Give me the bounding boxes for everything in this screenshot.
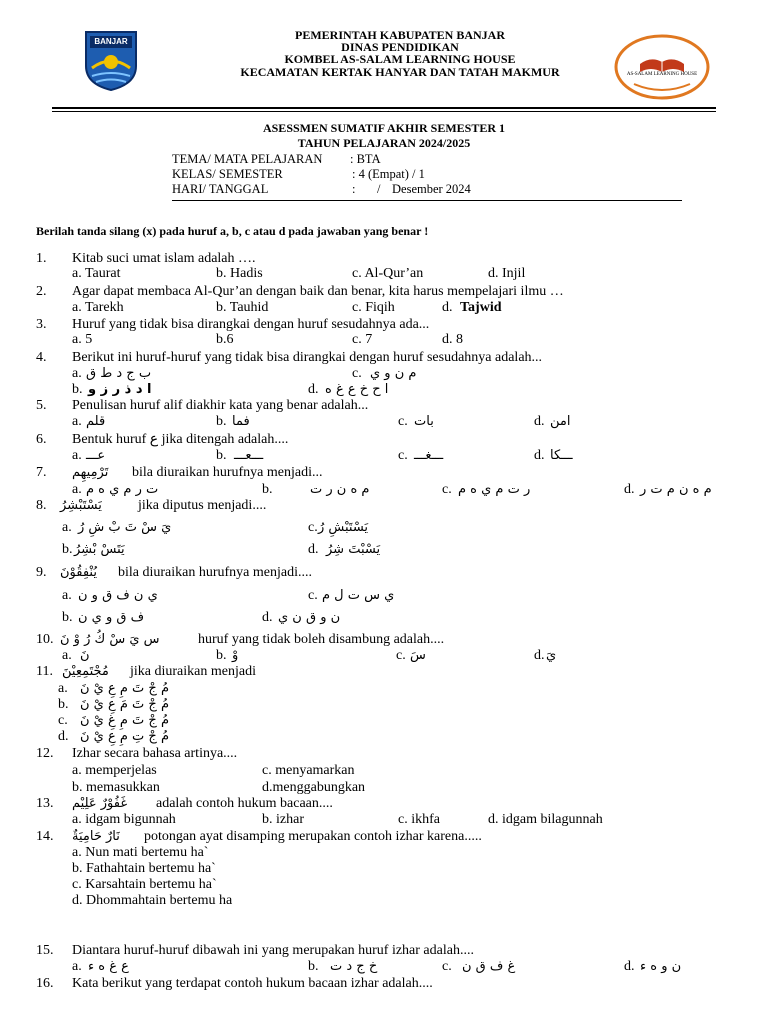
q10-text: huruf yang tidak boleh disambung adalah.... [198,632,445,647]
hari-slash: / [377,182,381,196]
q7-option-a-label[interactable]: a. [72,482,82,497]
q9-option-c-label[interactable]: c. [308,588,318,603]
q10-option-b-label[interactable]: b. [216,648,227,663]
q6-option-a-label[interactable]: a. [72,448,82,463]
q7-arabic: تَرْمِيهِم [72,465,109,480]
q1-option-c[interactable]: c. Al-Qur’an [352,266,424,281]
q8-option-b[interactable]: يَتَسْ بْشِرُ [74,542,125,557]
q6-option-d-label[interactable]: d. [534,448,545,463]
q11-option-d-label[interactable]: d. [58,729,69,744]
q15-option-c[interactable]: غ ف ق ن [462,959,516,974]
q7-option-b[interactable]: م ه ن ر ت [310,482,370,497]
header-line-3: KOMBEL AS-SALAM LEARNING HOUSE [284,52,516,66]
as-salam-logo-text: AS-SALAM LEARNING HOUSE [626,72,698,77]
q9-option-a-label[interactable]: a. [62,588,72,603]
q15-option-a-label[interactable]: a. [72,959,82,974]
q4-option-b[interactable]: ا د ذ ر ز و [88,382,152,397]
q14-arabic: نَارٌ حَامِيَةٌ [72,829,120,844]
q15-option-b[interactable]: خ ج د ت [330,959,378,974]
q12-option-c[interactable]: c. menyamarkan [262,763,355,778]
q9-option-d-label[interactable]: d. [262,610,273,625]
header-line-1: PEMERINTAH KABUPATEN BANJAR [294,28,505,42]
q8-text: jika diputus menjadi.... [138,498,267,513]
hari-value: Desember 2024 [392,182,471,196]
q14-text: potongan ayat disamping merupakan contoh izhar karena..... [144,829,482,844]
q5-option-c-label[interactable]: c. [398,414,408,429]
q1-option-b[interactable]: b. Hadis [216,266,263,281]
q9-arabic: يُنْفِقُوْنَ [60,565,97,580]
q2-option-c[interactable]: c. Fiqih [352,300,395,315]
q3-option-c[interactable]: c. 7 [352,332,373,347]
q11-text: jika diuraikan menjadi [130,664,256,679]
q5-option-d-label[interactable]: d. [534,414,545,429]
q8-option-a[interactable]: يَ سْ تَ بْ شِ رُ [78,520,172,535]
q7-text: bila diuraikan hurufnya menjadi... [132,465,323,480]
q7-option-c-label[interactable]: c. [442,482,452,497]
q9-option-a[interactable]: ي ن ف ق و ن [78,588,158,603]
q4-text: Berikut ini huruf-huruf yang tidak bisa dirangkai dengan huruf sesudahnya adalah... [72,350,543,365]
q16-text: Kata berikut yang terdapat contoh hukum bacaan izhar adalah.... [72,976,433,991]
q10-option-d[interactable]: يَ [546,648,557,663]
header-line-4: KECAMATAN KERTAK HANYAR DAN TATAH MAKMUR [240,65,560,79]
q10-option-d-label[interactable]: d. [534,648,545,663]
q8-option-b-label[interactable]: b. [62,542,73,557]
q4-option-b-label[interactable]: b. [72,382,83,397]
q14-number: 14. [36,829,54,844]
q16-number: 16. [36,976,54,991]
q5-option-d[interactable]: امن [550,414,571,429]
q9-option-d[interactable]: ن و ق ن ي [278,610,341,625]
q11-option-c-label[interactable]: c. [58,713,68,728]
q12-text: Izhar secara bahasa artinya.... [72,746,238,761]
header-line-2: DINAS PENDIDIKAN [341,40,459,54]
q13-option-b[interactable]: b. izhar [262,812,304,827]
q5-option-a-label[interactable]: a. [72,414,82,429]
q7-option-d[interactable]: م ه ن م ت ر [640,482,712,497]
q4-number: 4. [36,350,47,365]
q2-option-d-label[interactable]: d. [442,300,453,315]
tema-label: TEMA/ MATA PELAJARAN [172,152,323,166]
q3-text: Huruf yang tidak bisa dirangkai dengan huruf sesudahnya ada... [72,317,430,332]
q7-option-d-label[interactable]: d. [624,482,635,497]
q3-option-a[interactable]: a. 5 [72,332,93,347]
q5-option-b-label[interactable]: b. [216,414,227,429]
q8-option-d[interactable]: يَسْبْتَ شِرُ [326,542,381,557]
q14-option-d[interactable]: d. Dhommahtain bertemu ha [72,893,233,908]
header-rule-thick [52,107,716,109]
q1-option-d[interactable]: d. Injil [488,266,526,281]
q11-number: 11. [36,664,53,679]
q15-option-a[interactable]: ع غ ه ء [88,959,129,974]
q11-option-c[interactable]: مُ جْ تَ مِ غِ يْ نَ [80,713,170,728]
q10-option-b[interactable]: وْ [232,648,239,663]
q2-option-a[interactable]: a. Tarekh [72,300,124,315]
meta-rule [172,200,682,201]
q5-option-a[interactable]: قلم [86,414,106,429]
q9-option-c[interactable]: ي س ت ل م [322,588,395,603]
q9-text: bila diuraikan hurufnya menjadi.... [118,565,312,580]
q13-option-a[interactable]: a. idgam bigunnah [72,812,176,827]
q12-number: 12. [36,746,54,761]
q14-option-a[interactable]: a. Nun mati bertemu ha` [72,845,209,860]
q10-option-a-label[interactable]: a. [62,648,72,663]
q11-option-a[interactable]: مُ جْ تَ مِ عِ يْ نَ [80,681,170,696]
q7-option-a[interactable]: ت ر م ي ه م [86,482,159,497]
q13-arabic: غَفُوْرٌ عَلِيْم [72,796,128,811]
q12-option-b[interactable]: b. memasukkan [72,780,160,795]
q11-option-a-label[interactable]: a. [58,681,68,696]
q6-option-a[interactable]: عـــ [86,448,106,463]
q2-option-d[interactable]: Tajwid [460,300,502,315]
q14-option-c[interactable]: c. Karsahtain bertemu ha` [72,877,217,892]
kelas-label: KELAS/ SEMESTER [172,167,283,181]
q10-option-c[interactable]: سَ [410,648,426,663]
q4-option-d-label[interactable]: d. [308,382,319,397]
q4-option-a[interactable]: ب ج د ط ق [86,366,152,381]
q11-option-d[interactable]: مُ جْ تِ مِ عِ يْ نَ [80,729,170,744]
q1-option-a[interactable]: a. Taurat [72,266,121,281]
q14-option-b[interactable]: b. Fathahtain bertemu ha` [72,861,216,876]
q7-number: 7. [36,465,47,480]
hari-label: HARI/ TANGGAL [172,182,269,196]
q4-option-a-label[interactable]: a. [72,366,82,381]
q4-option-d[interactable]: ا ح خ ع غ ه [325,382,389,397]
q15-option-d[interactable]: ن و ه ء [640,959,682,974]
q5-option-c[interactable]: بات [414,414,434,429]
q9-option-b[interactable]: ف ق و ي ن [78,610,145,625]
q8-option-a-label[interactable]: a. [62,520,72,535]
q2-text: Agar dapat membaca Al-Qur’an dengan baik dan benar, kita harus mempelajari ilmu … [72,284,564,299]
q10-option-c-label[interactable]: c. [396,648,406,663]
q11-option-b-label[interactable]: b. [58,697,69,712]
q15-option-c-label[interactable]: c. [442,959,452,974]
q7-option-c[interactable]: ر ت م ي ه م [458,482,531,497]
q15-number: 15. [36,943,54,958]
q11-arabic: مُجْتَمِعِيْنَ [62,664,109,679]
q7-option-b-label[interactable]: b. [262,482,273,497]
exam-year: TAHUN PELAJARAN 2024/2025 [297,136,471,150]
q6-option-d[interactable]: ـــكا [550,448,573,463]
q8-option-c[interactable]: يَسْتَبْشِ رُ [318,520,369,535]
q12-option-d[interactable]: d.menggabungkan [262,780,366,795]
q8-option-d-label[interactable]: d. [308,542,319,557]
q13-option-c[interactable]: c. ikhfa [398,812,440,827]
header-rule-thin [52,111,716,112]
tema-value: : BTA [350,152,381,166]
exam-title: ASESSMEN SUMATIF AKHIR SEMESTER 1 [262,121,506,135]
q11-option-b[interactable]: مُ جْ تَ مَ عِ يْ نَ [80,697,170,712]
q3-option-d[interactable]: d. 8 [442,332,463,347]
q6-number: 6. [36,432,47,447]
kelas-value: : 4 (Empat) / 1 [352,167,425,181]
q15-option-d-label[interactable]: d. [624,959,635,974]
q5-number: 5. [36,398,47,413]
q2-option-b[interactable]: b. Tauhid [216,300,269,315]
q13-text: adalah contoh hukum bacaan.... [156,796,333,811]
q9-number: 9. [36,565,47,580]
q1-number: 1. [36,251,47,266]
q6-option-c[interactable]: ـــغـــ [414,448,444,463]
q10-option-a[interactable]: نَ [80,648,90,663]
q6-option-b[interactable]: ـــعـــ [234,448,264,463]
q5-option-b[interactable]: فما [232,414,250,429]
q4-option-c[interactable]: م ن و ي [370,366,417,381]
hari-colon: : [352,182,356,196]
q6-option-c-label[interactable]: c. [398,448,408,463]
q3-option-b[interactable]: b.6 [216,332,234,347]
q6-text: Bentuk huruf ع jika ditengah adalah.... [72,432,289,447]
banjar-logo-text: BANJAR [94,37,128,46]
q5-text: Penulisan huruf alif diakhir kata yang benar adalah... [72,398,369,413]
q10-arabic: س يَ سْ كُ رُ وْ نَ [60,632,160,647]
q10-number: 10. [36,632,54,647]
q12-option-a[interactable]: a. memperjelas [72,763,157,778]
q9-option-b-label[interactable]: b. [62,610,73,625]
q8-number: 8. [36,498,47,513]
q6-option-b-label[interactable]: b. [216,448,227,463]
q13-option-d[interactable]: d. idgam bilagunnah [488,812,603,827]
q8-option-c-label[interactable]: c. [308,520,318,535]
q15-text: Diantara huruf-huruf dibawah ini yang merupakan huruf izhar adalah.... [72,943,474,958]
q13-number: 13. [36,796,54,811]
q1-text: Kitab suci umat islam adalah …. [72,251,256,266]
instruction: Berilah tanda silang (x) pada huruf a, b, c atau d pada jawaban yang benar ! [36,224,429,238]
q8-arabic: يَسْتَبْشِرُ [60,498,102,513]
q2-number: 2. [36,284,47,299]
q15-option-b-label[interactable]: b. [308,959,319,974]
q3-number: 3. [36,317,47,332]
q4-option-c-label[interactable]: c. [352,366,362,381]
